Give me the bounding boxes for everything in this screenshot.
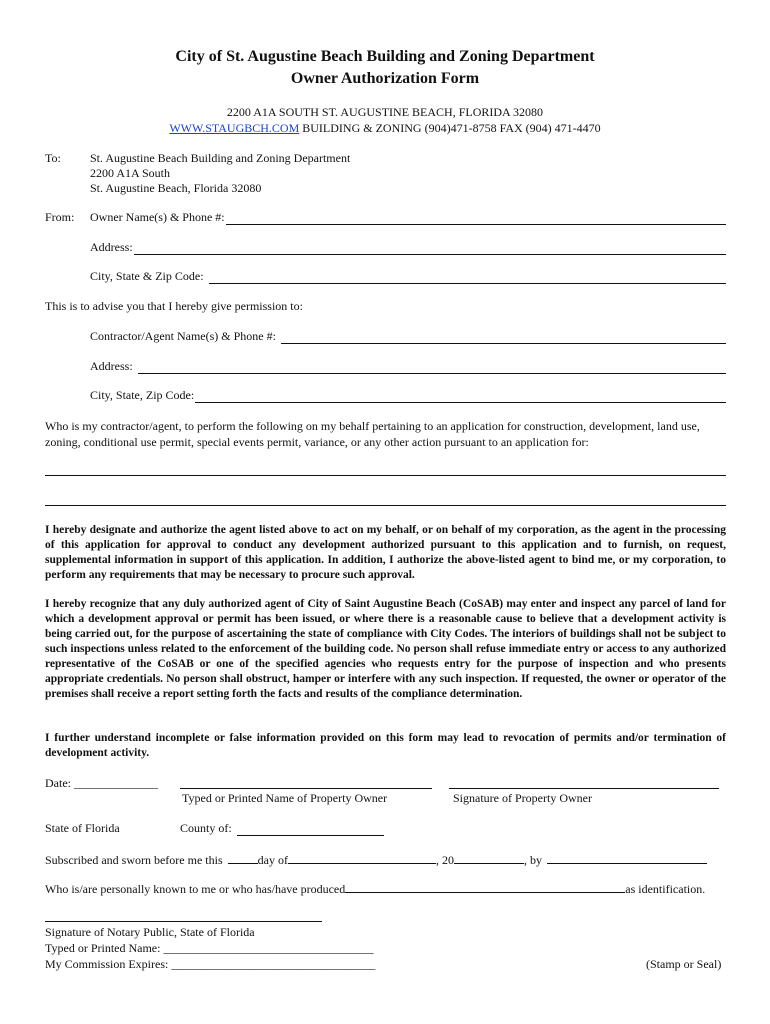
form-title: Owner Authorization Form (290, 70, 480, 87)
known-suffix: as identification. (625, 882, 706, 896)
owner-address-blank[interactable] (134, 242, 726, 255)
to-line-3: St. Augustine Beach, Florida 32080 (90, 181, 262, 195)
owner-signature-line[interactable] (449, 788, 719, 789)
sworn-month-blank[interactable] (288, 851, 436, 864)
form-title-department: City of St. Augustine Beach Building and Zoning Department (175, 48, 595, 65)
owner-signature-caption: Signature of Property Owner (453, 791, 592, 805)
website-link[interactable]: WWW.STAUGBCH.COM (169, 121, 300, 135)
designation-paragraph: I hereby designate and authorize the agent listed above to act on my behalf, or on behalf of my corporation, as the agent in the processing of this application for approval to conduct any development authorized pursuant to this application and to furnish, on request, supplemental information in support of this application. In addition, I authorize the above-listed agent to bind me, or my corporation, to perform any requirements that may be necessary to procure such approval. (45, 524, 726, 581)
department-address: 2200 A1A SOUTH ST. AUGUSTINE BEACH, FLORIDA 32080 (226, 105, 544, 119)
county-label: County of: (180, 821, 232, 835)
notary-typed-name-field[interactable]: Typed or Printed Name: ___________________________________ (45, 941, 374, 955)
phone-fax: BUILDING & ZONING (904)471-8758 FAX (904) 471-4470 (299, 121, 601, 135)
printed-name-line[interactable] (180, 788, 432, 789)
to-label: To: (45, 151, 61, 165)
from-label: From: (45, 210, 75, 224)
contractor-city-blank[interactable] (195, 390, 726, 403)
contractor-address-blank[interactable] (138, 361, 726, 374)
false-information-paragraph: I further understand incomplete or false information provided on this form may lead to revocation of permits and/or termination of development activity. (45, 732, 726, 759)
notary-signature-caption: Signature of Notary Public, State of Florida (45, 925, 255, 939)
to-line-2: 2200 A1A South (90, 166, 171, 180)
owner-name-phone-label: Owner Name(s) & Phone #: (90, 210, 225, 224)
sworn-year-label: , 20 (435, 853, 454, 867)
owner-address-label: Address: (90, 240, 133, 254)
application-description-line-2[interactable] (45, 505, 726, 506)
printed-name-caption: Typed or Printed Name of Property Owner (182, 791, 388, 805)
county-field[interactable] (180, 821, 384, 836)
owner-name-phone-field[interactable] (90, 210, 726, 225)
notary-signature-line[interactable] (45, 921, 322, 922)
state-label: State of Florida (45, 821, 120, 835)
owner-name-phone-blank[interactable] (226, 212, 726, 225)
identification-blank[interactable] (345, 880, 625, 893)
owner-address-field[interactable] (90, 240, 726, 255)
sworn-statement (45, 851, 707, 868)
department-contact (0, 121, 770, 136)
contractor-city-label: City, State, Zip Code: (90, 388, 195, 402)
stamp-or-seal-label: (Stamp or Seal) (646, 957, 722, 971)
owner-city-field[interactable] (90, 269, 726, 284)
inspection-paragraph: I hereby recognize that any duly authorized agent of City of Saint Augustine Beach (CoSAB) may enter and inspect any parcel of land for which a development approval or permit has been issued, or where there is a reasonable cause to believe that a development activity is being carried out, for the purpose of ascertaining the state of compliance with City Codes. The interiors of buildings shall not be subject to such inspections unless related to the enforcement of the building code. No person shall refuse immediate entry or access to any authorized representative of the CoSAB or one of the specified agencies who requests entry for the purpose of inspection and who presents appropriate credentials. No person shall obstruct, hamper or interfere with any such inspection. If requested, the owner or operator of the premises shall receive a report setting forth the facts and results of the compliance determination. (45, 598, 726, 700)
application-description-line-1[interactable] (45, 475, 726, 476)
sworn-prefix: Subscribed and sworn before me this (45, 853, 223, 867)
sworn-year-blank[interactable] (454, 851, 524, 864)
contractor-name-phone-field[interactable] (90, 329, 726, 344)
contractor-city-field[interactable] (90, 388, 726, 403)
sworn-by-label: , by (523, 853, 542, 867)
to-line-1: St. Augustine Beach Building and Zoning Department (90, 151, 351, 165)
notary-commission-field[interactable]: My Commission Expires: __________________________________ (45, 957, 376, 971)
date-field[interactable]: Date: ______________ (45, 776, 158, 790)
owner-city-blank[interactable] (209, 271, 726, 284)
contractor-name-phone-label: Contractor/Agent Name(s) & Phone #: (90, 329, 276, 343)
county-blank[interactable] (237, 823, 384, 836)
owner-city-label: City, State & Zip Code: (90, 269, 204, 283)
contractor-name-phone-blank[interactable] (281, 331, 726, 344)
agent-scope-text: Who is my contractor/agent, to perform the following on my behalf pertaining to an application for construction, development, land use, zoning, conditional use permit, special events permit, variance, or any other action pursuant to an application for: (45, 419, 700, 449)
sworn-day-blank[interactable] (228, 851, 258, 864)
sworn-day-label: day of (257, 853, 288, 867)
sworn-by-blank[interactable] (547, 851, 707, 864)
contractor-address-field[interactable] (90, 359, 726, 374)
permission-text: This is to advise you that I hereby give permission to: (45, 299, 303, 313)
contractor-address-label: Address: (90, 359, 133, 373)
known-prefix: Who is/are personally known to me or who has/have produced (45, 882, 346, 896)
identification-statement (45, 880, 705, 897)
